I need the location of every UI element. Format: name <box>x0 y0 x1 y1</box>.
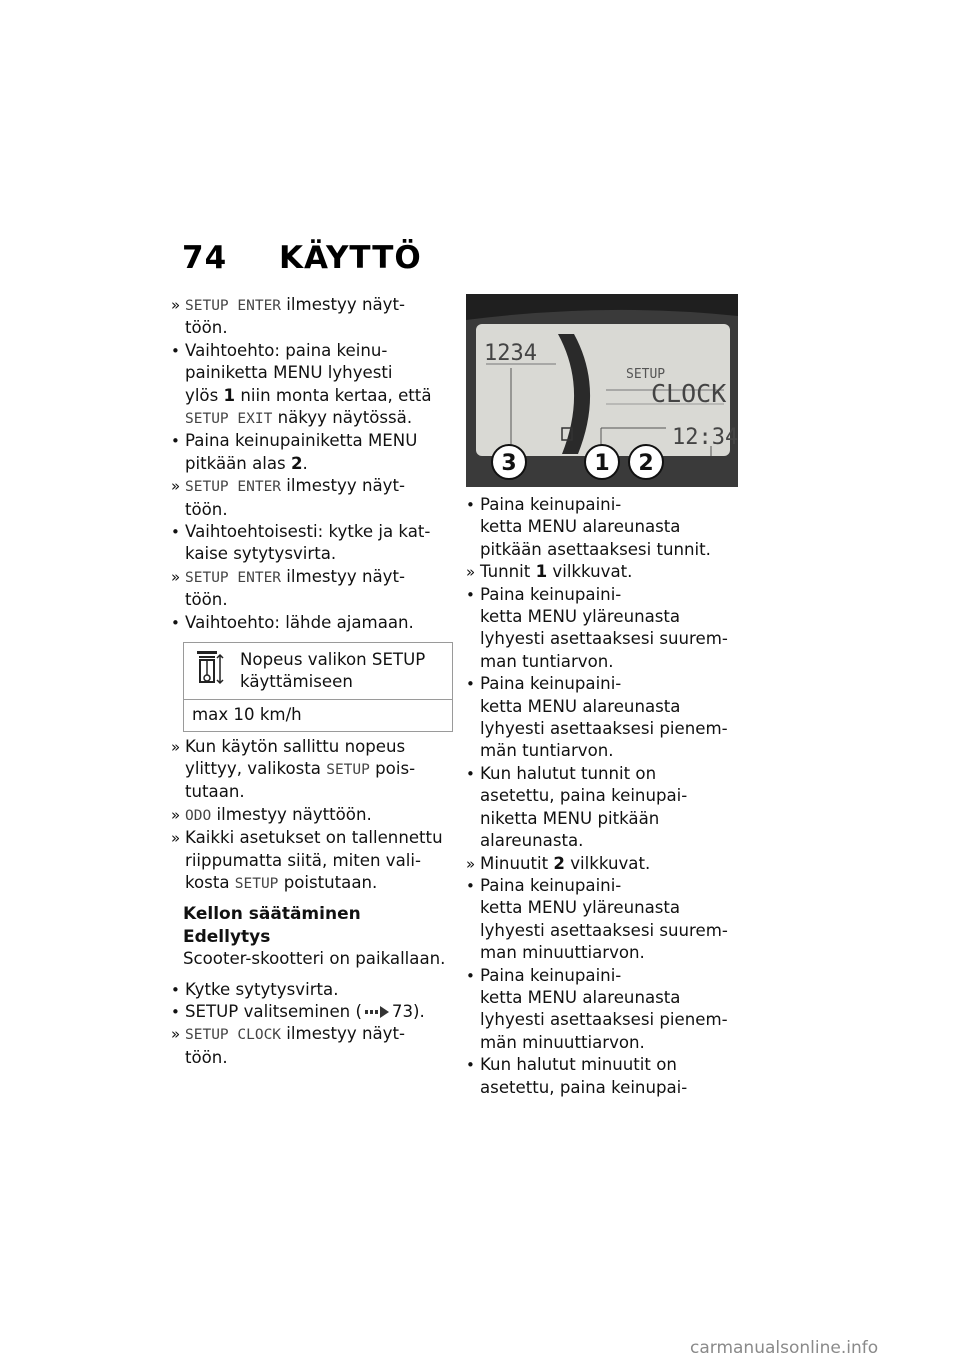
section-heading: Kellon säätäminen <box>183 904 361 925</box>
text-line: alareunasta. <box>480 831 584 851</box>
page-number: 74 <box>182 240 228 276</box>
bullet-line: • SETUP valitseminen ( 73). <box>171 1001 425 1021</box>
result-line: » Minuutit 2 vilkkuvat. <box>466 853 651 873</box>
text-line: töön. <box>185 1047 228 1067</box>
text-line: pitkään asettaaksesi tunnit. <box>480 539 711 559</box>
speed-limit-value: max 10 km/h <box>192 705 302 725</box>
text-line: niketta MENU pitkään <box>480 808 660 828</box>
result-line: » SETUP ENTER ilmestyy näyt- <box>171 476 405 496</box>
text-line: ylittyy, valikosta SETUP pois- <box>185 758 416 778</box>
text-line: ketta MENU alareunasta <box>480 987 681 1007</box>
text-line: kaise sytytysvirta. <box>185 544 337 564</box>
text-line: lyhyesti asettaaksesi pienem- <box>480 719 728 739</box>
text-line: töön. <box>185 318 228 338</box>
callout-3 <box>492 445 526 479</box>
callout-1 <box>585 445 619 479</box>
result-line: » Tunnit 1 vilkkuvat. <box>466 562 633 582</box>
result-line: » ODO ilmestyy näyttöön. <box>171 804 372 824</box>
speed-limit-label: Nopeus valikon SETUP käyttämiseen <box>240 650 426 692</box>
text-line: asetettu, paina keinupai- <box>480 786 688 806</box>
bullet-line: • Vaihtoehto: lähde ajamaan. <box>171 612 414 632</box>
bullet-line: • Kun halutut tunnit on <box>466 763 657 783</box>
bullet-line: • Paina keinupaini- <box>466 674 622 694</box>
text-line: kosta SETUP poistutaan. <box>185 872 378 892</box>
text-line: ketta MENU alareunasta <box>480 517 681 537</box>
text-line: ylös 1 niin monta kertaa, että <box>185 385 432 405</box>
result-line: » Kun käytön sallittu nopeus <box>171 736 406 756</box>
speed-limit-box <box>183 642 453 731</box>
instrument-display-illustration <box>466 294 738 487</box>
svg-text:3: 3 <box>501 451 517 476</box>
text-line: painiketta MENU lyhyesti <box>185 363 393 383</box>
bullet-line: • Paina keinupaini- <box>466 495 622 514</box>
text-line: man minuuttiarvon. <box>480 943 645 963</box>
bullet-line: • Vaihtoehto: paina keinu- <box>171 340 388 360</box>
instrument-display-figure <box>466 294 738 487</box>
bullet-line: • Kun halutut minuutit on <box>466 1055 677 1075</box>
text-line: lyhyesti asettaaksesi suurem- <box>480 920 728 940</box>
right-column <box>466 494 766 1099</box>
text-line: män tuntiarvon. <box>480 741 614 761</box>
bullet-line: • Paina keinupaini- <box>466 965 622 985</box>
bullet-line: • Paina keinupaini- <box>466 875 622 895</box>
svg-text:2: 2 <box>638 451 654 476</box>
result-line: » SETUP ENTER ilmestyy näyt- <box>171 566 405 586</box>
text-line: riippumatta siitä, miten vali- <box>185 850 421 870</box>
result-line: » SETUP ENTER ilmestyy näyt- <box>171 295 405 314</box>
bullet-line: • Kytke sytytysvirta. <box>171 979 339 999</box>
text-line: pitkään alas 2. <box>185 453 308 473</box>
text-line: ketta MENU alareunasta <box>480 696 681 716</box>
left-column <box>171 294 451 1069</box>
text-line: töön. <box>185 590 228 610</box>
text-line: lyhyesti asettaaksesi suurem- <box>480 629 728 649</box>
watermark: carmanualsonline.info <box>690 1338 879 1358</box>
text-line: män minuuttiarvon. <box>480 1032 645 1052</box>
text-line: tutaan. <box>185 782 245 802</box>
result-line: » SETUP CLOCK ilmestyy näyt- <box>171 1024 405 1044</box>
speed-limit-box-header <box>184 643 452 700</box>
text-line: SETUP EXIT näkyy näytössä. <box>185 408 413 428</box>
display-trip-readout: 1234 <box>484 341 537 366</box>
text-line: man tuntiarvon. <box>480 651 614 671</box>
display-clock-label: CLOCK <box>651 379 727 408</box>
bullet-line: • Vaihtoehtoisesti: kytke ja kat- <box>171 522 431 542</box>
chapter-title: KÄYTTÖ <box>278 240 422 276</box>
display-time-readout: 12:34 <box>672 425 738 450</box>
result-line: » Kaikki asetukset on tallennettu <box>171 828 443 848</box>
text-line: ketta MENU yläreunasta <box>480 607 681 627</box>
callout-2 <box>629 445 663 479</box>
page-header <box>182 240 422 276</box>
page-reference-arrow-icon <box>364 1006 390 1018</box>
text-line: lyhyesti asettaaksesi pienem- <box>480 1010 728 1030</box>
text-line: ketta MENU yläreunasta <box>480 898 681 918</box>
precondition-text: Scooter-skootteri on paikallaan. <box>183 949 446 969</box>
bullet-line: • Paina keinupainiketta MENU <box>171 431 418 451</box>
text-line: asetettu, paina keinupai- <box>480 1077 688 1097</box>
svg-text:1: 1 <box>594 451 610 476</box>
display-setup-label: SETUP <box>626 367 666 382</box>
text-line: töön. <box>185 499 228 519</box>
subsection-heading: Edellytys <box>183 926 271 947</box>
speed-limit-icon <box>194 649 224 687</box>
bullet-line: • Paina keinupaini- <box>466 584 622 604</box>
